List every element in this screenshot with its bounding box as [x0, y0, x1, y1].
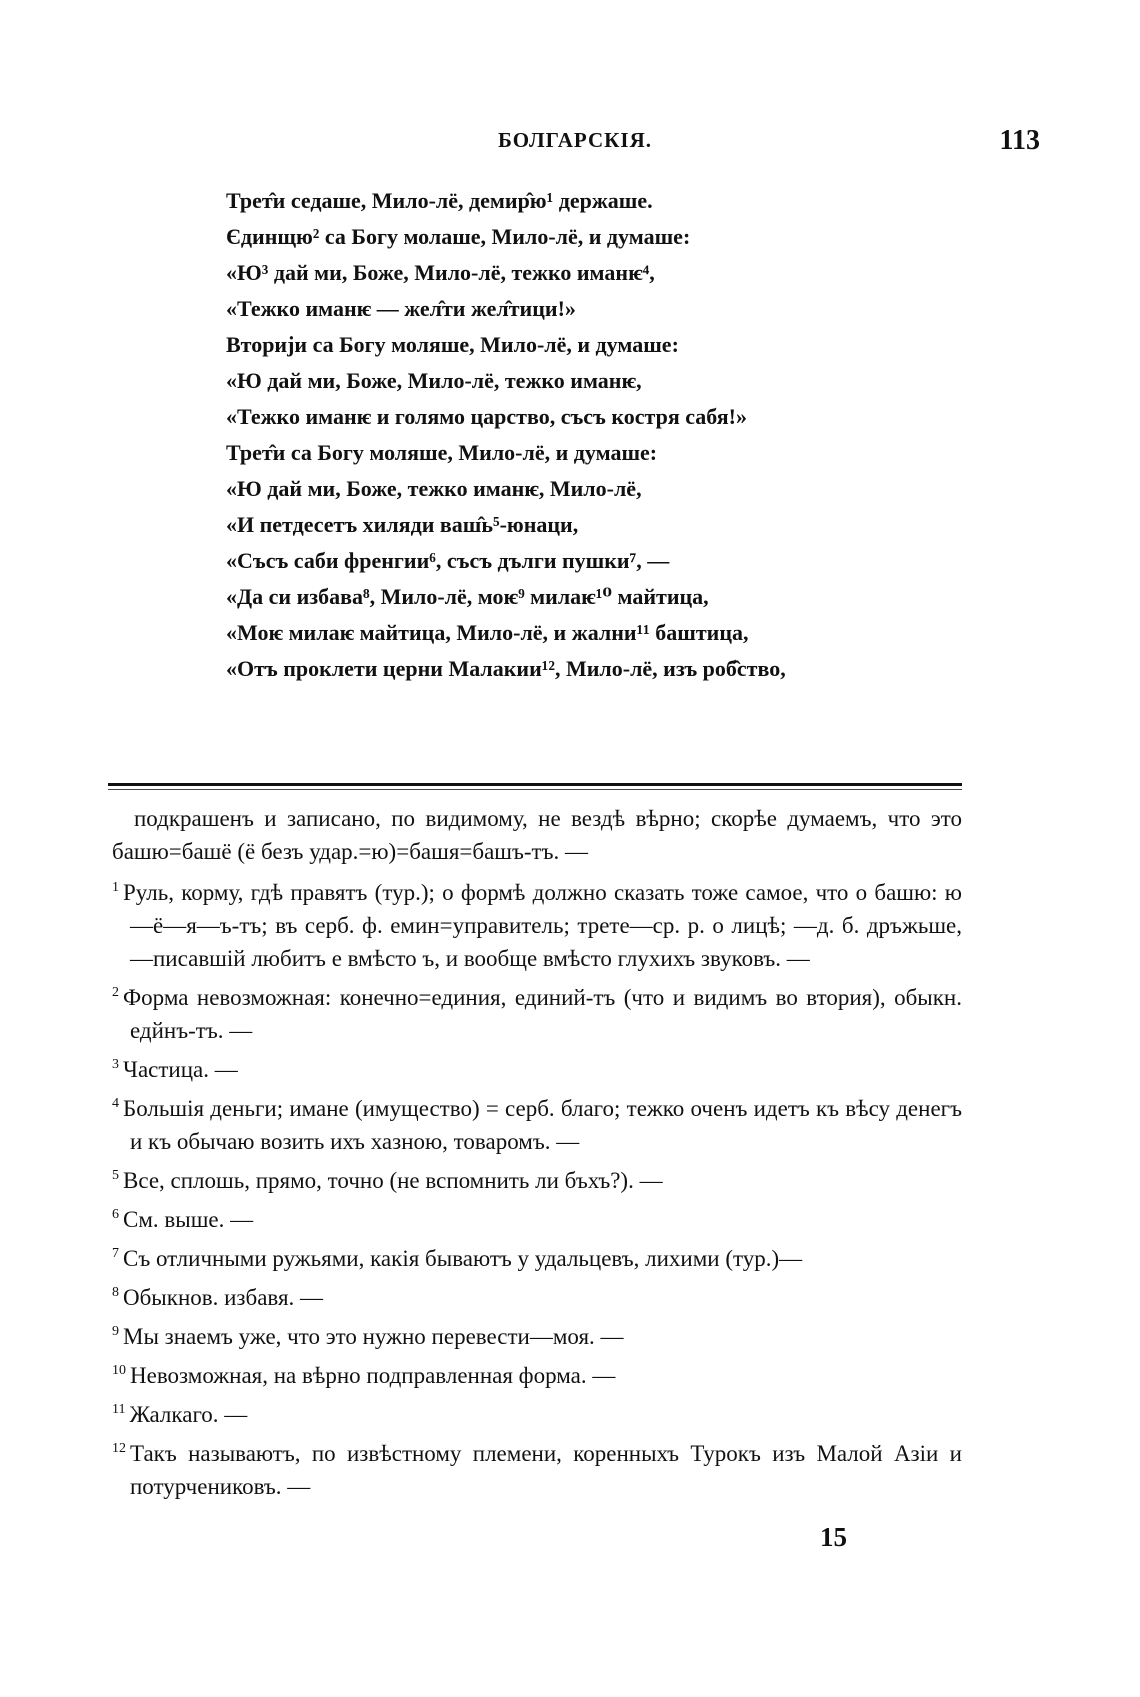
footnote-number: 8 [112, 1285, 119, 1301]
footnote [112, 876, 962, 975]
verse-line: «Отъ проклети церни Малакии¹², Мило-лё, изъ роб̂ство, [226, 656, 786, 681]
verse-line: Трет̂и са Богу моляше, Мило-лё, и думаше: [226, 440, 658, 465]
footnote [112, 1164, 962, 1197]
footnote-number: 1 [112, 880, 119, 896]
footnote-text: Большія деньги; имане (имущество) = серб. благо; тежко оченъ идетъ къ вѣсу денегъ и къ обычаю возить ихъ хазною, товаромъ. — [123, 1096, 962, 1154]
verse-line: Вторији са Богу моляше, Мило-лё, и думаше: [226, 332, 679, 357]
footnote-number: 6 [112, 1207, 119, 1223]
footnote [112, 1320, 962, 1353]
footnote [112, 1203, 962, 1236]
footnote [112, 1281, 962, 1314]
footnote-text: Руль, корму, гдѣ правятъ (тур.); о формѣ должно сказать тоже самое, что о башю: ю—ё—я—ъ-тъ; въ серб. ф. емин=управитель; трете—ср. р. о лицѣ; —д. б. дръжьше,—писавшій любитъ е вмѣсто ъ, и вообще вмѣсто глухихъ звуковъ. — [123, 880, 962, 971]
footnote-number: 4 [112, 1096, 119, 1112]
footnote-number: 9 [112, 1324, 119, 1340]
page-number: 113 [999, 125, 1040, 156]
verse-line: Трет̂и седаше, Мило-лё, демир̂ю¹ держаше. [226, 188, 653, 213]
footnote-text: Все, сплошь, прямо, точно (не вспомнить ли бъхъ?). — [123, 1168, 663, 1193]
footnote [112, 1092, 962, 1158]
verse-line: «Ю³ дай ми, Боже, Мило-лё, тежко иманѥ⁴, [226, 260, 655, 285]
verse-line: «Да си избава⁸, Мило-лё, моѥ⁹ милаѥ¹⁰ майтица, [226, 584, 709, 609]
footnote-text: Невозможная, на вѣрно подправленная форма. — [130, 1363, 616, 1388]
verse-line: «Тежко иманѥ и голямо царство, съсъ костря сабя!» [226, 404, 747, 429]
footnote-number: 7 [112, 1246, 119, 1262]
running-title: БОЛГАРСКІЯ. [498, 128, 652, 152]
footnote-number: 11 [112, 1402, 126, 1418]
footnote [112, 1359, 962, 1392]
footnote-text: Такъ называютъ, по извѣстному племени, коренныхъ Турокъ изъ Малой Азіи и потурчениковъ. — [130, 1441, 962, 1499]
footnote-text: См. выше. — [123, 1207, 254, 1232]
verse-line: «Тежко иманѥ — жел̂ти жел̂тици!» [226, 296, 576, 321]
verse-line: «Ю дай ми, Боже, тежко иманѥ, Мило-лё, [226, 476, 642, 501]
footnotes-block [112, 802, 962, 1509]
verse-line: «Ю дай ми, Боже, Мило-лё, тежко иманѥ, [226, 368, 642, 393]
signature-mark: 15 [820, 1522, 847, 1552]
footnote-text: Съ отличными ружьями, какія бываютъ у удальцевъ, лихими (тур.)— [123, 1246, 803, 1271]
footnote [112, 1242, 962, 1275]
footnote [112, 1437, 962, 1503]
footnote [112, 981, 962, 1047]
footnote [112, 1398, 962, 1431]
footnote-text: Обыкнов. избавя. — [123, 1285, 324, 1310]
footnote-number: 10 [112, 1363, 126, 1379]
footnote-text: Форма невозможная: конечно=единия, единий-тъ (что и видимъ во втория), обыкн. едйнъ-тъ. — [123, 985, 962, 1043]
footnote-number: 5 [112, 1168, 119, 1184]
footnote-text: Жалкаго. — [129, 1402, 248, 1427]
footnote-divider [108, 783, 962, 786]
footnote-number: 3 [112, 1057, 119, 1073]
verse-line: «Съсъ саби френгии⁶, съсъ дълги пушки⁷, — [226, 548, 670, 573]
verse-line: «Моѥ милаѥ майтица, Мило-лё, и жални¹¹ баштица, [226, 620, 749, 645]
footnote-number: 2 [112, 985, 119, 1001]
continued-note: подкрашенъ и записано, по видимому, не вездѣ вѣрно; скорѣе думаемъ, что это башю=башё (ё безъ удар.=ю)=башя=башъ-тъ. — [112, 806, 962, 864]
footnote [112, 1053, 962, 1086]
running-head [110, 125, 1040, 168]
footnote-text: Частица. — [123, 1057, 238, 1082]
footnote-number: 12 [112, 1441, 126, 1457]
verse-line: «И петдесетъ хиляди ваш̂ь⁵-юнаци, [226, 512, 579, 537]
verse-block [226, 183, 986, 687]
verse-line: Єдинщю² са Богу молаше, Мило-лё, и думаше: [226, 224, 691, 249]
footnote-text: Мы знаемъ уже, что это нужно перевести—моя. — [123, 1324, 624, 1349]
